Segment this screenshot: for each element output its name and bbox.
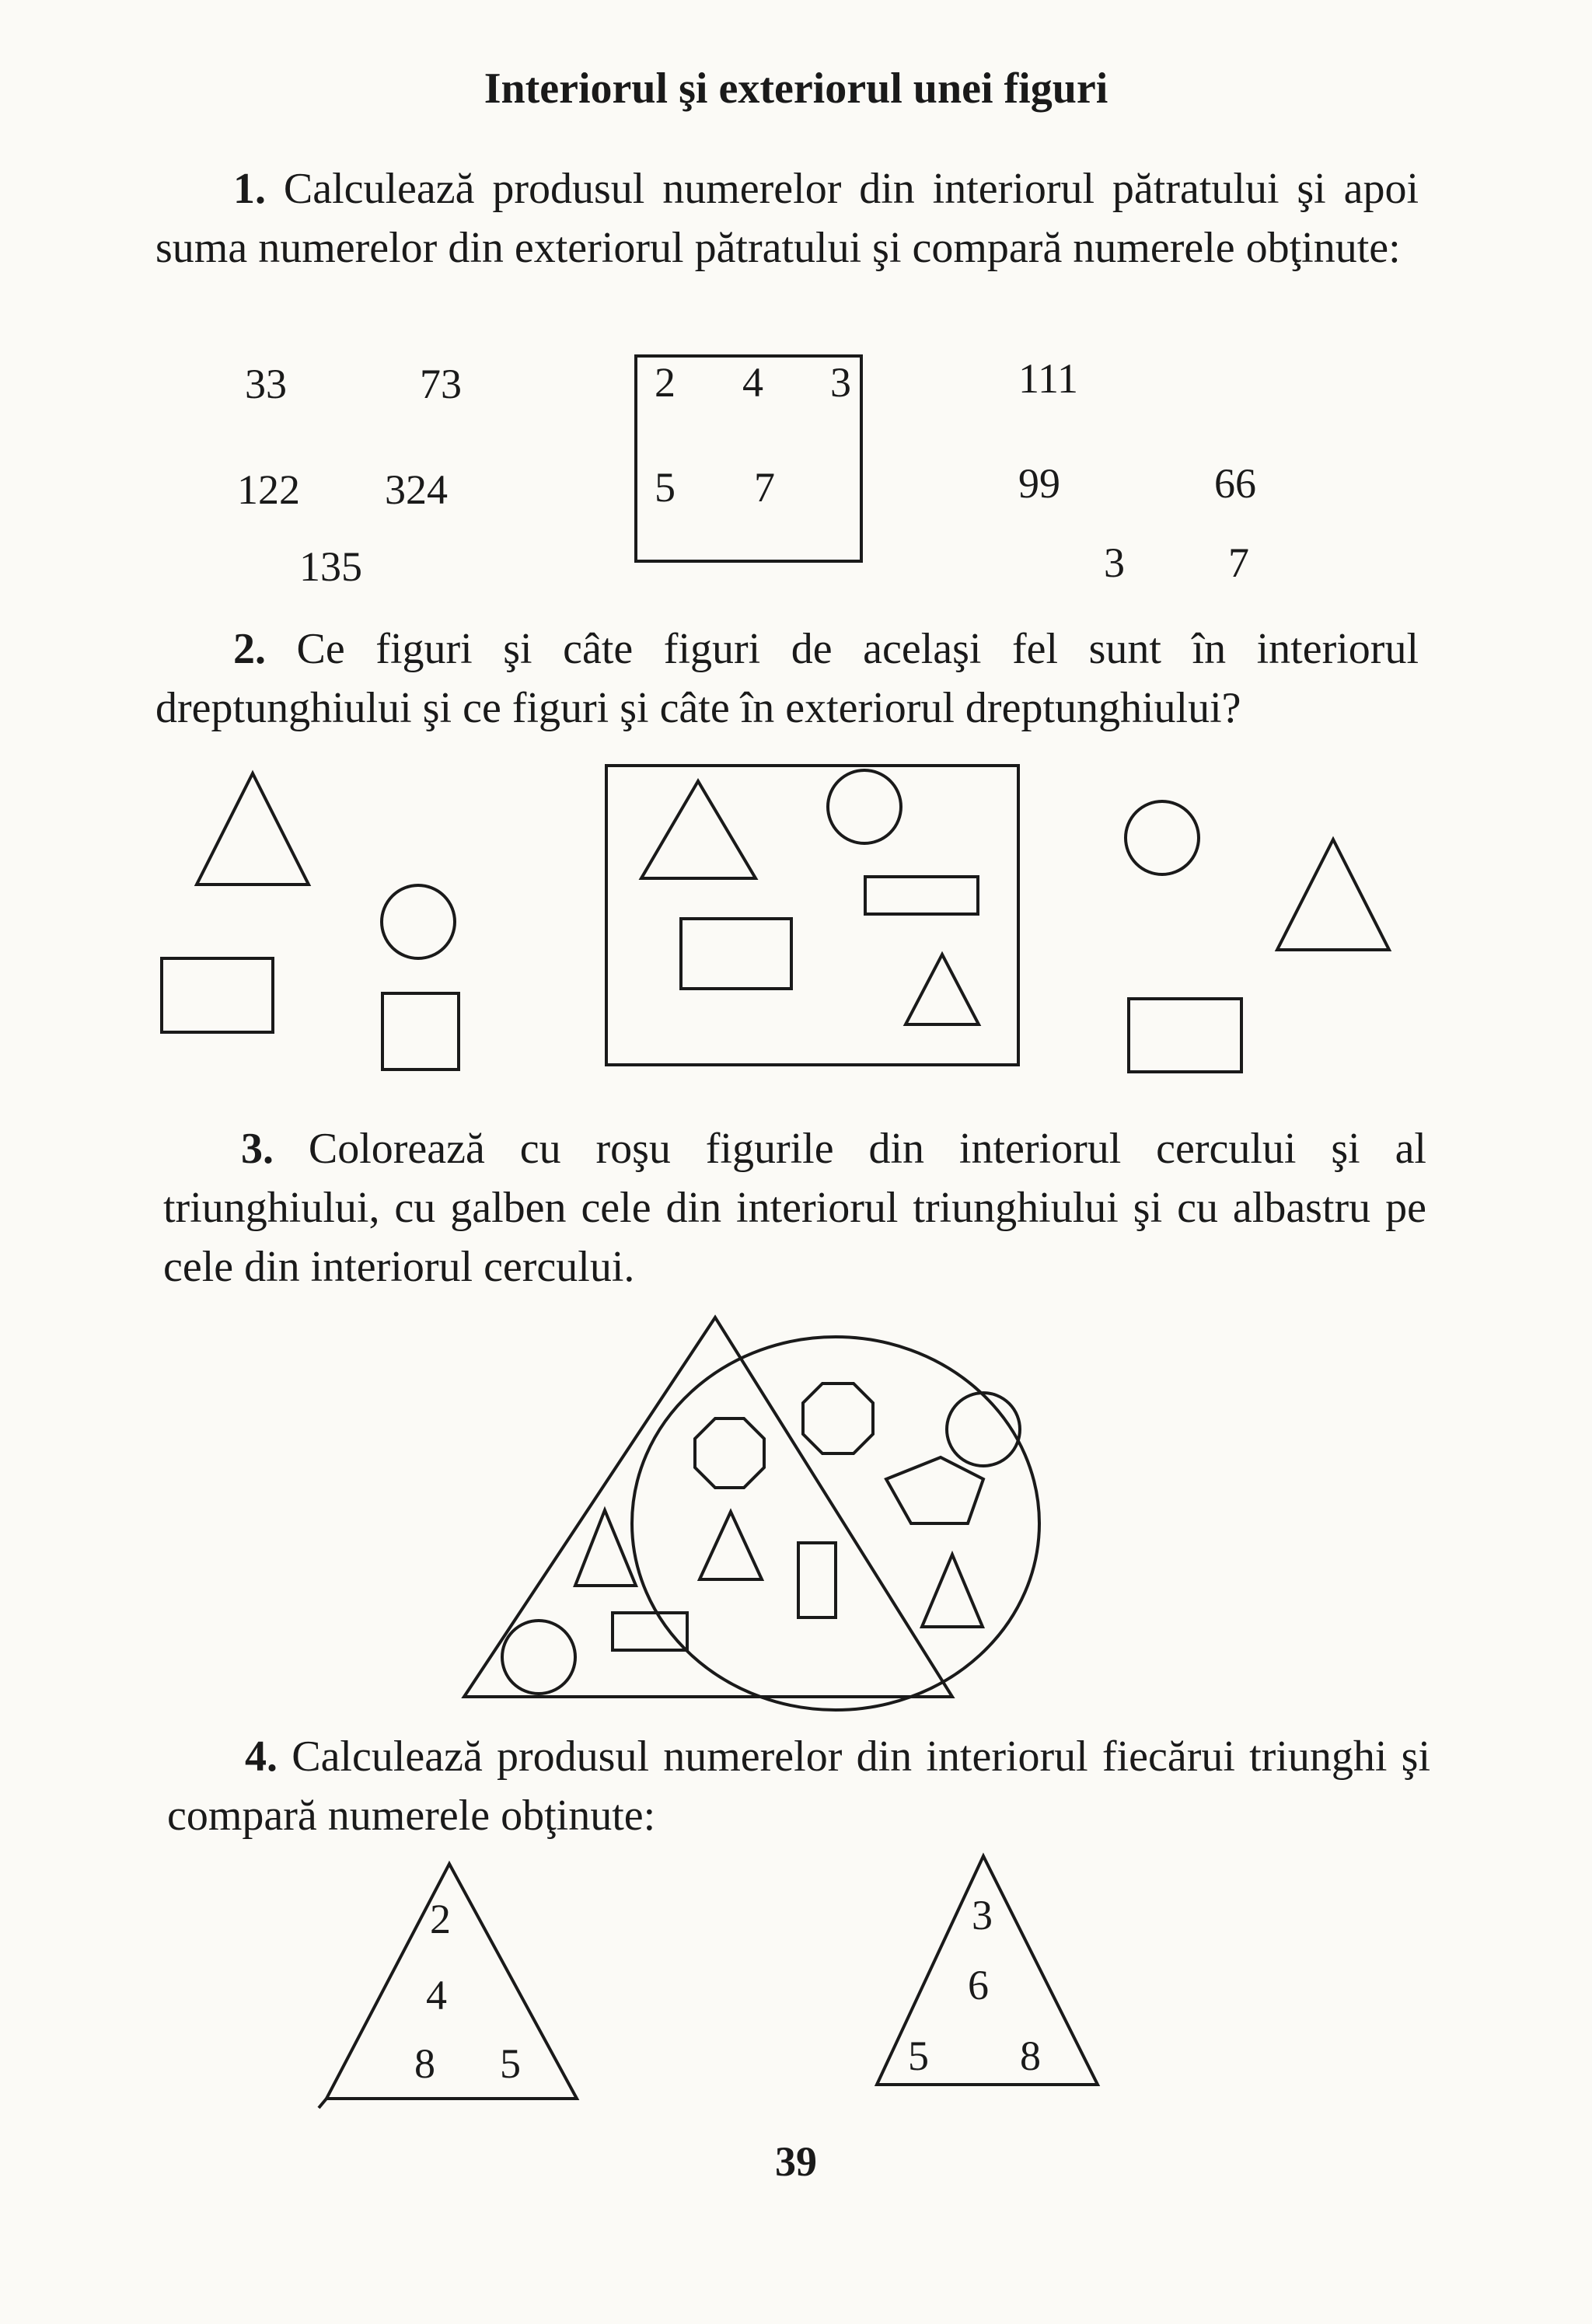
exercise-1-number: 1.: [233, 165, 266, 213]
octagon: [695, 1418, 764, 1488]
circle-outside: [382, 885, 455, 958]
triangle-1-number: 2: [430, 1896, 451, 1942]
triangle-shape: [700, 1512, 762, 1579]
exercise-2-instructions: Ce figuri şi câte figuri de acelaşi fel sunt în interiorul dreptunghiului şi ce figuri şi câte în exteriorul dreptunghiului?: [155, 625, 1419, 732]
triangle-2-number: 6: [968, 1962, 989, 2008]
triangle-1-number: 5: [500, 2040, 521, 2087]
inside-number: 2: [655, 359, 676, 406]
outside-number: 324: [385, 466, 448, 513]
circle-inside: [828, 770, 901, 843]
rectangle-shape: [613, 1613, 687, 1650]
triangle-shape: [575, 1510, 636, 1586]
triangle-1-number: 4: [426, 1972, 447, 2019]
outside-number: 135: [299, 543, 362, 590]
exercise-2-text: [155, 619, 1419, 738]
outside-number: 73: [420, 361, 462, 407]
big-circle: [632, 1337, 1039, 1710]
triangle-inside: [641, 781, 756, 878]
main-rectangle: [606, 766, 1018, 1065]
inside-number: 4: [742, 359, 763, 406]
exercise-3-number: 3.: [241, 1125, 274, 1173]
rectangle-outside: [1129, 999, 1241, 1072]
square-outside: [382, 993, 459, 1070]
outside-number: 66: [1214, 460, 1256, 507]
outside-number: 7: [1228, 539, 1249, 586]
rectangle-inside: [865, 877, 978, 914]
outside-number: 122: [237, 466, 300, 513]
page-title: Interiorul şi exteriorul unei figuri: [484, 65, 1108, 113]
exercise-4-instructions: Calculează produsul numerelor din interiorul fiecărui triunghi şi compară numerele obţinute:: [167, 1733, 1431, 1840]
exercise-3-instructions: Colorează cu roşu figurile din interiorul cercului şi al triunghiului, cu galben cele din interiorul triunghiului şi cu albastru pe cele din interiorul cercului.: [163, 1125, 1426, 1291]
rectangle-inside: [681, 919, 791, 989]
pentagon: [886, 1457, 983, 1523]
pen-mark: [319, 2099, 326, 2108]
triangle-2-number: 5: [908, 2033, 929, 2079]
triangle-shape: [922, 1555, 983, 1627]
number-triangle-left: [326, 1864, 577, 2099]
rectangle-shape: [798, 1543, 836, 1617]
page-number: 39: [775, 2138, 817, 2185]
triangle-inside: [906, 954, 979, 1024]
exercise-1-instructions: Calculează produsul numerelor din interiorul pătratului şi apoi suma numerelor din exteriorul pătratului şi compară numerele obţinute:: [155, 165, 1419, 272]
exercise-1-text: [155, 159, 1419, 277]
exercise-4-text: [167, 1727, 1430, 1845]
circle-outside: [1126, 801, 1199, 874]
triangle-2-number: 8: [1020, 2033, 1041, 2079]
triangle-2-number: 3: [972, 1892, 993, 1938]
exercise-3-text: [163, 1119, 1426, 1296]
outside-number: 3: [1104, 539, 1125, 586]
inside-number: 5: [655, 464, 676, 511]
circle-shape: [947, 1393, 1020, 1466]
rectangle-outside: [162, 958, 273, 1032]
exercise-4-number: 4.: [245, 1733, 278, 1781]
inside-number: 3: [830, 359, 851, 406]
exercise-2-number: 2.: [233, 625, 266, 673]
outside-number: 111: [1018, 355, 1078, 402]
triangle-outside: [197, 773, 309, 885]
big-triangle: [464, 1317, 952, 1697]
triangle-1-number: 8: [414, 2040, 435, 2087]
triangle-outside: [1277, 839, 1389, 950]
inside-number: 7: [754, 464, 775, 511]
outside-number: 33: [245, 361, 287, 407]
octagon: [803, 1384, 873, 1453]
circle-shape: [502, 1621, 575, 1694]
outside-number: 99: [1018, 460, 1060, 507]
